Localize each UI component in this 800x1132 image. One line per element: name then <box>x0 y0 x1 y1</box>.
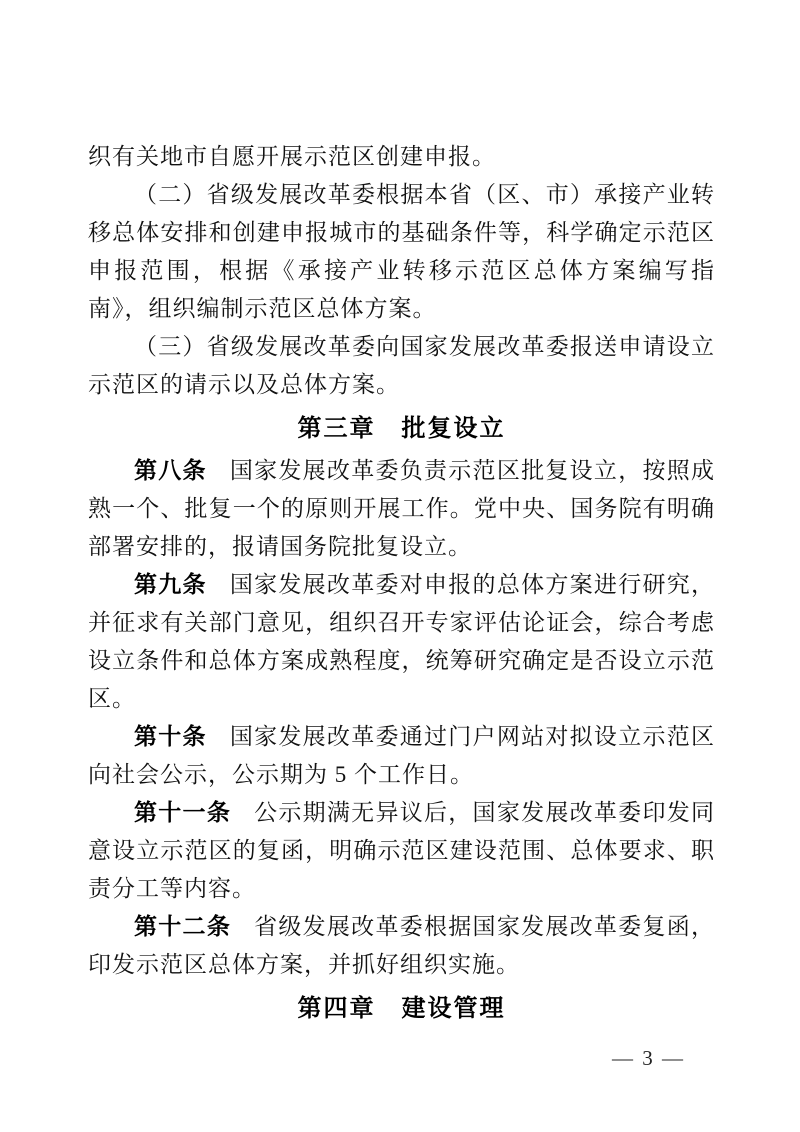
document-body <box>88 138 715 1028</box>
article-9 <box>88 566 715 718</box>
article-10-text: 国家发展改革委通过门户网站对拟设立示范区向社会公示，公示期为 5 个工作日。 <box>88 724 716 787</box>
chapter-4-heading: 第四章 建设管理 <box>297 995 506 1022</box>
article-11-number: 第十一条 <box>134 800 232 825</box>
article-9-number: 第九条 <box>134 572 207 597</box>
list-item-2: （二）省级发展改革委根据本省（区、市）承接产业转移总体安排和创建申报城市的基础条件等，科学确定示范区申报范围，根据《承接产业转移示范区总体方案编写指南》，组织编制示范区总体方案。 <box>88 182 715 321</box>
article-10-number: 第十条 <box>134 724 207 749</box>
page-number: — 3 — <box>612 1046 685 1070</box>
article-11 <box>88 794 715 908</box>
article-8 <box>88 452 715 566</box>
article-8-number: 第八条 <box>134 458 207 483</box>
continuation-paragraph: 织有关地市自愿开展示范区创建申报。 <box>88 144 496 169</box>
article-9-text: 国家发展改革委对申报的总体方案进行研究，并征求有关部门意见，组织召开专家评估论证会，综合考虑设立条件和总体方案成熟程度，统筹研究确定是否设立示范区。 <box>88 572 716 711</box>
article-12 <box>88 908 715 984</box>
list-item-3: （三）省级发展改革委向国家发展改革委报送申请设立示范区的请示以及总体方案。 <box>88 334 715 397</box>
article-8-text: 国家发展改革委负责示范区批复设立，按照成熟一个、批复一个的原则开展工作。党中央、国务院有明确部署安排的，报请国务院批复设立。 <box>88 458 716 559</box>
article-12-text: 省级发展改革委根据国家发展改革委复函，印发示范区总体方案，并抓好组织实施。 <box>88 914 716 977</box>
article-10 <box>88 718 715 794</box>
chapter-3-heading: 第三章 批复设立 <box>297 415 506 442</box>
article-11-text: 公示期满无异议后，国家发展改革委印发同意设立示范区的复函，明确示范区建设范围、总体要求、职责分工等内容。 <box>88 800 716 901</box>
article-12-number: 第十二条 <box>134 914 232 939</box>
